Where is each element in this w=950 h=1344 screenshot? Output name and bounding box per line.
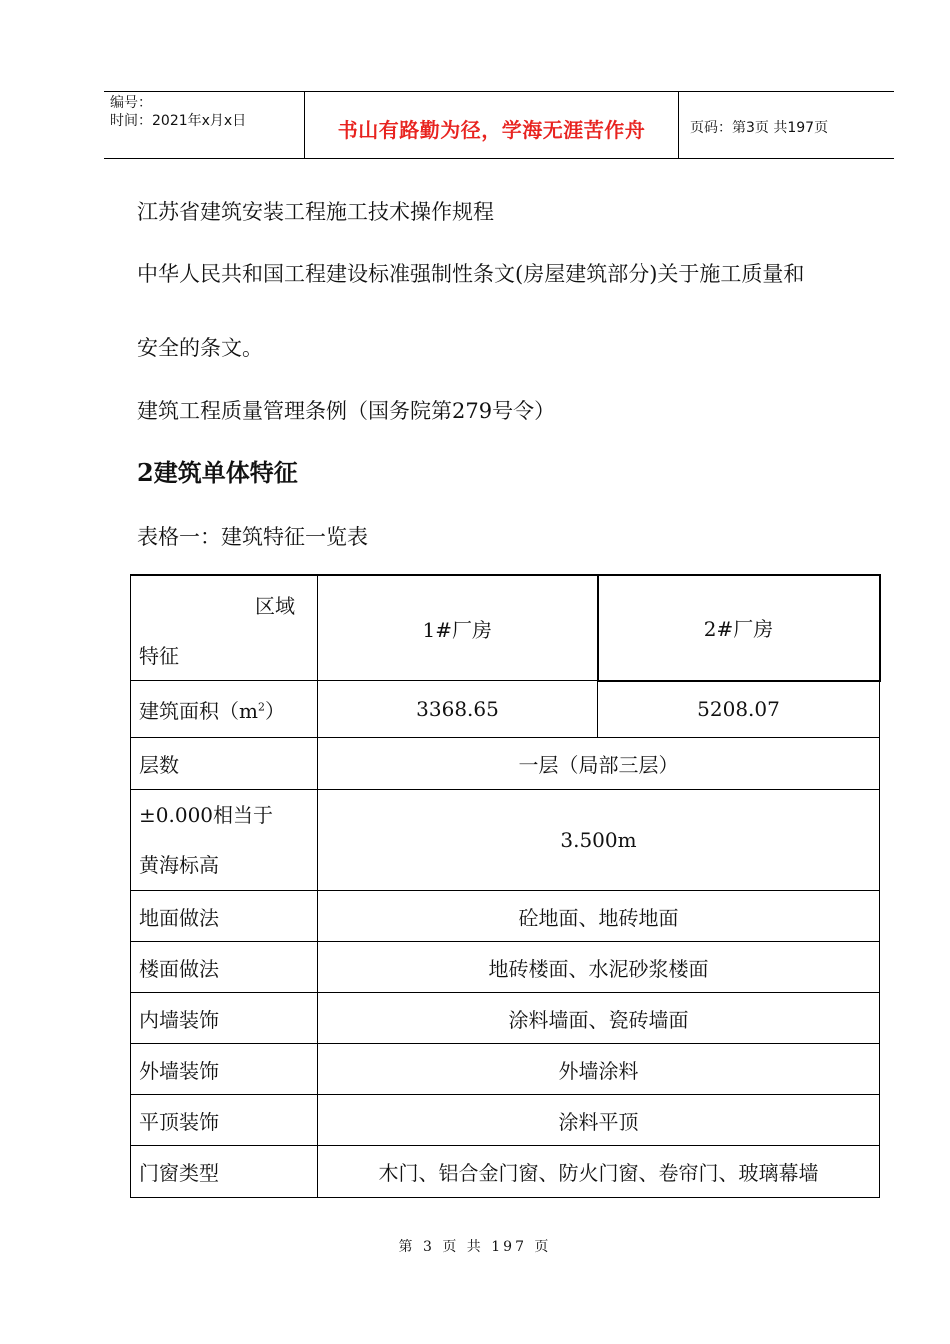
body-line: 建筑工程质量管理条例（国务院第279号令） <box>137 399 556 423</box>
row-label: 地面做法 <box>131 891 318 942</box>
cell-value: 砼地面、地砖地面 <box>318 891 880 942</box>
cell-value: 一层（局部三层） <box>318 738 880 790</box>
header-meta <box>110 94 246 130</box>
cell-value: 木门、铝合金门窗、防火门窗、卷帘门、玻璃幕墙 <box>318 1146 880 1198</box>
page-footer: 第 3 页 共 197 页 <box>398 1239 552 1255</box>
cell-value: 地砖楼面、水泥砂浆楼面 <box>318 942 880 993</box>
table-row <box>131 1095 880 1146</box>
column-header: 2#厂房 <box>598 575 880 681</box>
cell-value: 外墙涂料 <box>318 1044 880 1095</box>
table-row <box>131 681 880 738</box>
page-header <box>104 91 894 159</box>
table-row <box>131 993 880 1044</box>
section-title: 2建筑单体特征 <box>137 458 298 487</box>
row-label: 平顶装饰 <box>131 1095 318 1146</box>
table-row <box>131 1146 880 1198</box>
body-line: 中华人民共和国工程建设标准强制性条文(房屋建筑部分)关于施工质量和 <box>137 262 805 286</box>
table-row <box>131 942 880 993</box>
table-row <box>131 790 880 891</box>
table-header-row <box>131 575 880 681</box>
cell-value: 3368.65 <box>318 681 598 738</box>
cell-value: 涂料墙面、瓷砖墙面 <box>318 993 880 1044</box>
table-row <box>131 891 880 942</box>
number-label: 编号： <box>110 95 152 111</box>
corner-cell <box>131 575 318 681</box>
row-label: 外墙装饰 <box>131 1044 318 1095</box>
body-line: 江苏省建筑安装工程施工技术操作规程 <box>137 200 494 224</box>
corner-bottom-label: 特征 <box>139 644 179 668</box>
row-label: ±0.000相当于 黄海标高 <box>131 790 318 891</box>
header-page-label: 页码：第3页 共197页 <box>690 120 829 136</box>
row-label: 门窗类型 <box>131 1146 318 1198</box>
row-label: 楼面做法 <box>131 942 318 993</box>
row-label: 内墙装饰 <box>131 993 318 1044</box>
row-label: 建筑面积$(m^2)$ <box>131 681 318 738</box>
table-row <box>131 738 880 790</box>
cell-value: 3.500m <box>318 790 880 891</box>
corner-top-label: 区域 <box>255 594 295 618</box>
header-motto: 书山有路勤为径，学海无涯苦作舟 <box>337 118 646 142</box>
time-label: 时间：2021年x月x日 <box>110 113 247 129</box>
table-caption: 表格一：建筑特征一览表 <box>137 525 368 549</box>
feature-table <box>130 574 881 1198</box>
column-header: 1#厂房 <box>318 575 598 681</box>
cell-value: 5208.07 <box>598 681 880 738</box>
body-line: 安全的条文。 <box>137 336 263 360</box>
row-label: 层数 <box>131 738 318 790</box>
cell-value: 涂料平顶 <box>318 1095 880 1146</box>
table-row <box>131 1044 880 1095</box>
header-divider <box>678 92 679 158</box>
